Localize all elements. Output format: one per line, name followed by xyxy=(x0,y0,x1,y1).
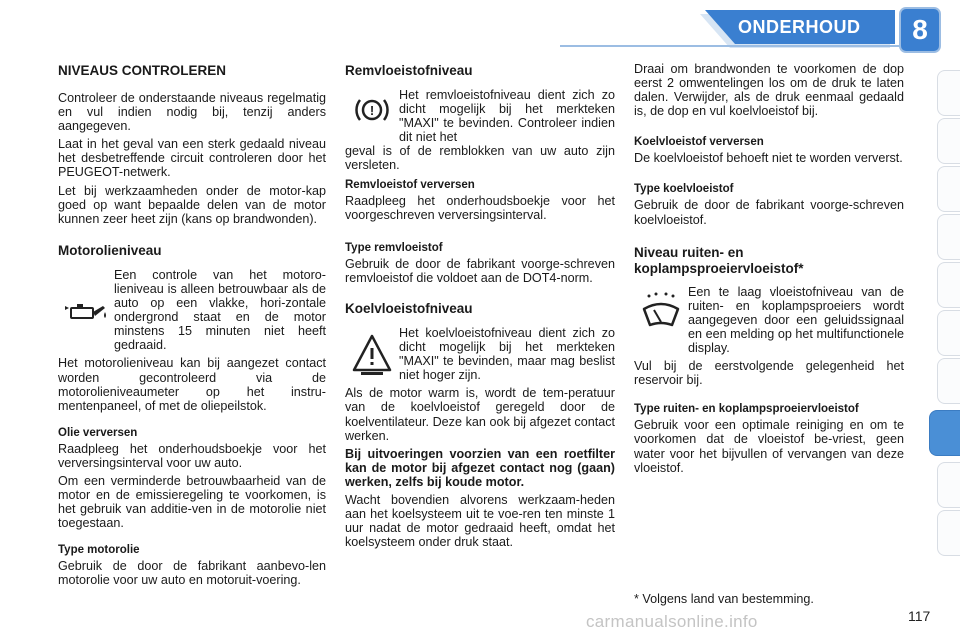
intro-paragraph: Controleer de onderstaande niveaus regelmatig en vul indien nodig bij, tenzij anders aangegeven. xyxy=(58,91,326,134)
coolant-paragraph: Als de motor warm is, wordt de tem-peratuur van de koelvloeistof geregeld door de koelventilateur. Deze kan ook bij afgezet contact werken. xyxy=(345,386,615,443)
coolant-hot-icon xyxy=(345,326,399,382)
coolant-type-paragraph: Gebruik de door de fabrikant voorge-schreven koelvloeistof. xyxy=(634,198,904,227)
heading-koelvloeistof-verversen: Koelvloeistof verversen xyxy=(634,136,764,149)
heading-type-remvloeistof: Type remvloeistof xyxy=(345,241,443,254)
chapter-tabs xyxy=(926,70,960,570)
chapter-tab[interactable] xyxy=(937,214,960,260)
intro-paragraph: Laat in het geval van een sterk gedaald niveau het desbetreffende circuit controleren door het PEUGEOT-netwerk. xyxy=(58,137,326,180)
column-3 xyxy=(634,58,904,479)
heading-koelvloeistofniveau: Koelvloeistofniveau xyxy=(345,300,473,316)
oil-change-paragraph: Om een verminderde betrouwbaarheid van de motor en de emissieregeling te voorkomen, is het gebruik van additie-ven in de motorolie niet toegestaan. xyxy=(58,473,326,531)
column-1 xyxy=(58,58,326,592)
heading-niveau-ruiten: Niveau ruiten- en koplampsproeiervloeistof* xyxy=(634,244,804,276)
chapter-tab[interactable] xyxy=(937,118,960,164)
chapter-tab-active[interactable] xyxy=(929,410,960,456)
heading-remvloeistof-verversen: Remvloeistof verversen xyxy=(345,178,475,191)
chapter-tab[interactable] xyxy=(937,70,960,116)
heading-remvloeistofniveau: Remvloeistofniveau xyxy=(345,63,473,78)
brake-warning-icon xyxy=(345,88,399,132)
chapter-title: ONDERHOUD xyxy=(738,17,861,37)
coolant-change-paragraph: De koelvloeistof behoeft niet te worden ververst. xyxy=(634,151,903,166)
brake-change-paragraph: Raadpleeg het onderhoudsboekje voor het voorgeschreven verversingsinterval. xyxy=(345,193,615,222)
brake-fluid-paragraph: geval is of de remblokken van uw auto zijn versleten. xyxy=(345,144,615,173)
heading-olie-verversen: Olie verversen xyxy=(58,426,138,439)
brake-fluid-note-text: Het remvloeistofniveau dient zich zo dicht mogelijk bij het merkteken "MAXI" te bevinden. Controleer indien dit niet het xyxy=(399,88,615,145)
washer-note-text: Een te laag vloeistofniveau van de ruiten- en koplampsproeiers wordt aangegeven door een geluidssignaal en een melding op het multifunctionele display. xyxy=(688,284,904,356)
brake-type-paragraph: Gebruik de door de fabrikant voorge-schreven remvloeistof die voldoet aan de DOT4-norm. xyxy=(345,256,615,285)
chapter-tab[interactable] xyxy=(937,462,960,508)
brake-fluid-note xyxy=(345,88,615,148)
section-title-niveaus: NIVEAUS CONTROLEREN xyxy=(58,63,227,78)
footnote: * Volgens land van bestemming. xyxy=(634,592,814,606)
chapter-tab[interactable] xyxy=(937,310,960,356)
coolant-note-text: Het koelvloeistofniveau dient zich zo dicht mogelijk bij het merkteken "MAXI" te bevinden, maar mag beslist niet hoger zijn. xyxy=(399,325,615,383)
windscreen-washer-icon xyxy=(634,285,688,337)
heading-motorolieniveau: Motorolieniveau xyxy=(58,242,162,258)
heading-type-ruiten: Type ruiten- en koplampsproeiervloeistof xyxy=(634,403,859,416)
chapter-tab[interactable] xyxy=(937,166,960,212)
coolant-paragraph-2: Wacht bovendien alvorens werkzaam-heden aan het koelsysteem uit te voe-ren ten minste 1 uur nadat de motor gedraaid heeft, omdat het koelsysteem onder druk staat. xyxy=(345,492,615,550)
coolant-warning-paragraph: Bij uitvoeringen voorzien van een roetfilter kan de motor bij afgezet contact nog (gaan) werken, zelfs bij koude motor. xyxy=(345,446,615,489)
oil-change-paragraph: Raadpleeg het onderhoudsboekje voor het verversingsinterval voor uw auto. xyxy=(58,441,326,470)
oil-level-note xyxy=(58,268,326,357)
heading-type-koelvloeistof: Type koelvloeistof xyxy=(634,183,734,196)
oil-can-icon xyxy=(58,268,114,357)
svg-text:!: ! xyxy=(369,103,375,118)
washer-type-paragraph: Gebruik voor een optimale reiniging en om te voorkomen dat de vloeistof be-vriest, geen water voor het bijvullen of vervangen van deze vloeistof. xyxy=(634,418,904,475)
oil-type-paragraph: Gebruik de door de fabrikant aanbevo-len motorolie voor uw auto en motoruit-voering. xyxy=(58,559,326,588)
chapter-number: 8 xyxy=(912,14,928,45)
washer-fluid-note xyxy=(634,285,904,359)
heading-type-motorolie: Type motorolie xyxy=(58,544,140,557)
watermark: carmanualsonline.info xyxy=(586,612,758,631)
chapter-tab[interactable] xyxy=(937,262,960,308)
chapter-tab[interactable] xyxy=(937,510,960,556)
chapter-tab[interactable] xyxy=(937,358,960,404)
page-number: 117 xyxy=(908,608,931,624)
washer-paragraph: Vul bij de eerstvolgende gelegenheid het reservoir bij. xyxy=(634,359,904,388)
coolant-note xyxy=(345,326,615,386)
oil-level-paragraph: Het motorolieniveau kan bij aangezet contact worden gecontroleerd via de motorolieniveaumeter op het instru-mentenpaneel, of met de oliepeilstok. xyxy=(58,356,326,413)
oil-level-note-text: Een controle van het motoro-lieniveau is alleen betrouwbaar als de auto op een vlakke, hori-zontale ondergrond staat en de motor minstens 15 minuten niet heeft gedraaid. xyxy=(114,267,326,353)
column-2 xyxy=(345,58,615,553)
coolant-cap-paragraph: Draai om brandwonden te voorkomen de dop eerst 2 omwentelingen los om de druk te laten dalen. Verwijder, als de druk eenmaal gedaald is, de dop en vul koelvloeistof bij. xyxy=(634,62,904,119)
intro-paragraph: Let bij werkzaamheden onder de motor-kap goed op want bepaalde delen van de motor kunnen zeer heet zijn (kans op brandwonden). xyxy=(58,183,326,226)
